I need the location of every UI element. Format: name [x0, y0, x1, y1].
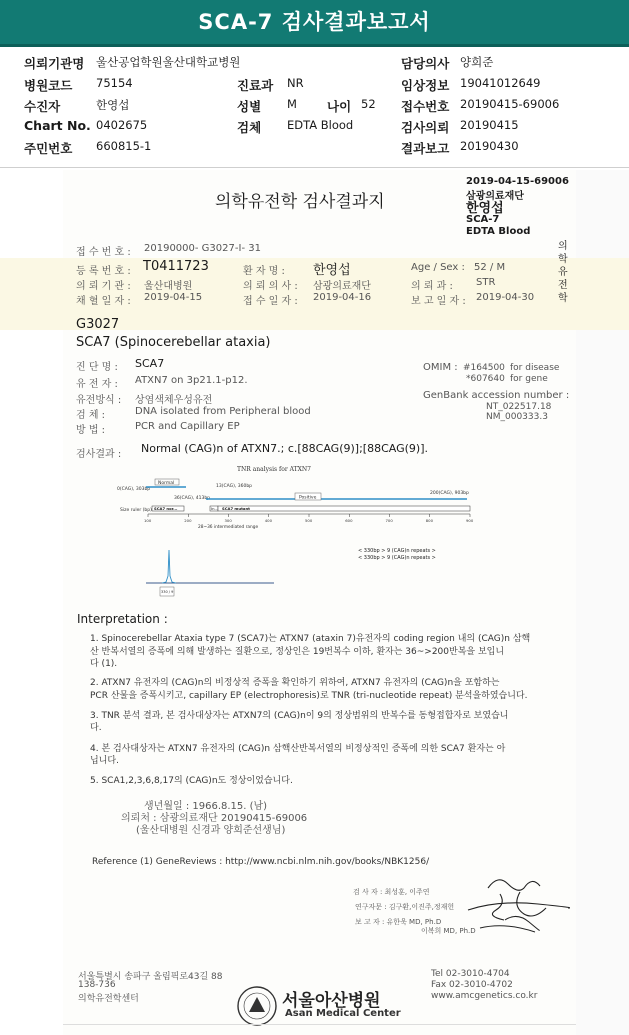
spec-value: DNA isolated from Peripheral blood [135, 406, 311, 417]
doc-number: 2019-04-15-69006 [466, 176, 569, 187]
hospital-code-label: 병원코드 [24, 78, 73, 93]
header-row-5 [0, 139, 629, 159]
doc-collect-label: 채 혈 일 자 : [76, 296, 131, 307]
sig-tester: 검 사 자 : 최성훈, 이주연 [353, 888, 430, 896]
header-row-1 [0, 54, 629, 74]
chart-value: 0402675 [96, 118, 148, 132]
age-value: 52 [361, 97, 376, 111]
interpretation-line: 다 (1). [90, 659, 118, 669]
doc-req-doc-label: 의 뢰 의 사 : [243, 281, 298, 292]
doc-dept-label: 의 뢰 과 : [411, 281, 453, 292]
ruler-tick-label: 400 [264, 518, 272, 523]
figure-range-note: 28~36 intermediated range [198, 525, 259, 530]
ruler-tick-label: 700 [385, 518, 393, 523]
tnr-figure [112, 462, 480, 604]
figure-bar-2-label: SCA7 mutant [222, 506, 250, 511]
interpretation-line: 5. SCA1,2,3,6,8,17의 (CAG)n도 정상이었습니다. [90, 776, 293, 786]
department-value: NR [287, 76, 304, 90]
clinical-label: 임상정보 [401, 78, 450, 93]
gender-label: 성별 [237, 99, 262, 114]
department-label: 진료과 [237, 78, 274, 93]
doc-reg-value: T0411723 [143, 259, 209, 274]
genbank-label: GenBank accession number : [423, 390, 570, 401]
gene-value: ATXN7 on 3p21.1-p12. [135, 375, 248, 386]
doctor-label: 담당의사 [401, 56, 450, 71]
requester-line: 의뢰처 : 삼광의료재단 20190415-69006 [121, 813, 308, 824]
institution-value: 울산공업학원울산대학교병원 [96, 55, 241, 69]
reference-line: Reference (1) GeneReviews : http://www.ncbi.nlm.nih.gov/books/NBK1256/ [92, 857, 430, 867]
sig-reporter-1: 보 고 자 : 유한욱 MD, Ph.D [355, 918, 442, 926]
figure-mid-label-1: 13(CAG), 360bp [216, 484, 253, 489]
doc-req-inst-value: 울산대병원 [144, 281, 193, 292]
interpretation-line: 1. Spinocerebellar Ataxia type 7 (SCA7)는 ATXN7 (ataxin 7)유전자의 coding region 내의 (CAG)n 삼핵 [90, 634, 531, 644]
figure-repeat-1: < 330bp > 9 (CAG)n repeats > [358, 548, 436, 554]
ruler-tick-label: 500 [305, 518, 313, 523]
sig-reporter-2: 이복희 MD, Ph.D [421, 927, 476, 935]
figure-left-label: 0(CAG), 303bp [117, 487, 151, 492]
inherit-value: 상염색체우성유전 [135, 395, 213, 406]
doc-reg-label: 등 록 번 호 : [76, 266, 131, 277]
method-label: 방 법 : [76, 425, 106, 436]
footer-address-1: 서울특별시 송파구 올림픽로43길 88 [78, 972, 223, 982]
institution-label: 의뢰기관명 [24, 56, 85, 71]
interpretation-line: 3. TNR 분석 결과, 본 검사대상자는 ATXN7의 (CAG)n이 9의 정상범위의 반복수를 동형접합자로 보였습니 [90, 711, 509, 721]
doc-patient-value: 한영섭 [313, 263, 351, 278]
method-value: PCR and Capillary EP [135, 421, 240, 432]
doc-patient-label: 환 자 명 : [243, 266, 285, 277]
omim-gene-note: for gene [510, 374, 548, 384]
figure-ruler-ticks [144, 514, 474, 523]
report-date-value: 20190430 [460, 139, 519, 153]
doc-specimen: EDTA Blood [466, 226, 531, 237]
figure-mid-label-2: 36(CAG), 413bp [174, 496, 211, 501]
spec-label: 검 체 : [76, 410, 106, 421]
interpretation-line: 다. [90, 723, 102, 733]
figure-positive-label: Positive [299, 495, 317, 501]
recipient-value: 한영섭 [96, 98, 130, 112]
specimen-label: 검체 [237, 120, 262, 135]
doc-code: G3027 [76, 317, 120, 332]
sig-researchers: 연구자문 : 김구환,이진주,정재헌 [355, 903, 455, 911]
figure-peak [162, 550, 176, 583]
ruler-tick-label: 600 [345, 518, 353, 523]
doc-req-doc-value: 삼광의료재단 [313, 281, 371, 292]
figure-bar-2 [218, 506, 470, 511]
header-row-2 [0, 76, 629, 96]
diag-label: 진 단 명 : [76, 362, 118, 373]
result-value: Normal (CAG)n of ATXN7.; c.[88CAG(9)];[88CAG(9)]. [141, 442, 428, 455]
omim-disease-note: for disease [510, 363, 560, 373]
figure-normal-label: Normal [158, 481, 175, 486]
ruler-tick-label: 100 [144, 518, 152, 523]
result-label: 검사결과 : [76, 449, 122, 460]
doc-age-sex-label: Age / Sex : [411, 262, 465, 273]
doc-report-value: 2019-04-30 [476, 292, 535, 303]
recipient-label: 수진자 [24, 99, 61, 114]
genbank-1: NT_022517.18 [486, 402, 552, 412]
report-title: SCA-7 검사결과보고서 [0, 0, 629, 44]
inherit-label: 유전방식 : [76, 395, 122, 406]
header-row-4 [0, 118, 629, 138]
receipt-label: 접수번호 [401, 99, 450, 114]
handwritten-signature [460, 870, 570, 945]
omim-gene: *607640 [466, 374, 505, 384]
interpretation-line: 4. 본 검사대상자는 ATXN7 유전자의 (CAG)n 삼핵산반복서열의 비정상적인 증폭에 의한 SCA7 환자는 아 [90, 744, 506, 754]
interpretation-line: 2. ATXN7 유전자의 (CAG)n의 비정상적 증폭을 확인하기 위하여, ATXN7 유전자의 (CAG)n을 포함하는 [90, 678, 500, 688]
figure-bar-1-label: SCA7 nor... [154, 506, 178, 511]
ruler-tick-label: 300 [224, 518, 232, 523]
doc-receive-value: 2019-04-16 [313, 292, 372, 303]
figure-right-label: 200(CAG), 903bp [430, 491, 469, 496]
doc-receive-label: 접 수 일 자 : [243, 296, 298, 307]
resident-label: 주민번호 [24, 141, 73, 156]
doc-collect-value: 2019-04-15 [144, 292, 203, 303]
age-label: 나이 [327, 99, 352, 114]
header-divider [0, 160, 629, 168]
doc-title: 의학유전학 검사결과지 [215, 192, 385, 212]
hospital-logo [236, 985, 278, 1027]
gender-value: M [287, 97, 297, 111]
request-date-label: 검사의뢰 [401, 120, 450, 135]
figure-bar-mid-label: In... [211, 506, 219, 511]
header-row-3 [0, 97, 629, 117]
request-date-value: 20190415 [460, 118, 519, 132]
report-date-label: 결과보고 [401, 141, 450, 156]
figure-size-ruler-label: Size ruler (bp) [120, 508, 152, 513]
birth-line: 생년월일 : 1966.8.15. (남) [144, 801, 268, 812]
requester-line-2: (울산대병원 신경과 양희준선생님) [136, 825, 286, 836]
title-underline [0, 44, 629, 47]
omim-label: OMIM : [423, 362, 458, 373]
doc-receipt-value: 20190000- G3027-I- 31 [144, 243, 261, 254]
doc-age-sex-value: 52 / M [474, 262, 506, 273]
doctor-value: 양희준 [460, 55, 494, 69]
footer-fax: Fax 02-3010-4702 [431, 980, 513, 990]
omim-disease: #164500 [463, 363, 505, 373]
footer-address-2: 138-736 [78, 980, 116, 990]
footer-address-3: 의학유전학센터 [78, 994, 139, 1004]
footer-divider [63, 1024, 576, 1025]
doc-receipt-label: 접 수 번 호 : [76, 247, 131, 258]
footer-web: www.amcgenetics.co.kr [431, 991, 538, 1001]
diag-value: SCA7 [135, 357, 165, 370]
doc-req-inst-label: 의 뢰 기 관 : [76, 281, 131, 292]
specimen-value: EDTA Blood [287, 118, 354, 132]
doc-institution: 삼광의료재단 [466, 191, 524, 202]
side-label: 의학유전학 [558, 241, 568, 304]
ruler-tick-label: 900 [466, 518, 474, 523]
ruler-tick-label: 200 [184, 518, 192, 523]
figure-title: TNR analysis for ATXN7 [237, 466, 311, 473]
ruler-tick-label: 800 [425, 518, 433, 523]
gene-label: 유 전 자 : [76, 379, 118, 390]
figure-peak-label: 330 / 9 [161, 590, 174, 594]
clinical-value: 19041012649 [460, 76, 541, 90]
footer-hospital: 서울아산병원 [282, 991, 381, 1011]
figure-repeat-2: < 330bp > 9 (CAG)n repeats > [358, 555, 436, 561]
interpretation-line: PCR 산물을 증폭시키고, capillary EP (electrophoresis)로 TNR (tri-nucleotide repeat) 분석을하였습니다. [90, 691, 528, 701]
doc-patient: 한영섭 [466, 201, 504, 216]
genbank-2: NM_000333.3 [486, 412, 548, 422]
interpretation-heading: Interpretation : [77, 612, 168, 626]
doc-disease: SCA7 (Spinocerebellar ataxia) [76, 335, 271, 350]
receipt-value: 20190415-69006 [460, 97, 560, 111]
doc-test: SCA-7 [466, 214, 500, 225]
footer-hospital-en: Asan Medical Center [285, 1008, 401, 1019]
hospital-code-value: 75154 [96, 76, 133, 90]
chart-label: Chart No. [24, 118, 91, 133]
resident-value: 660815-1 [96, 139, 152, 153]
doc-dept-value: STR [476, 277, 496, 288]
interpretation-line: 산 반복서열의 증폭에 의해 발생하는 질환으로, 정상인은 19번복수 이하, 환자는 36~>200반복을 보입니 [90, 647, 505, 657]
doc-report-label: 보 고 일 자 : [411, 296, 466, 307]
interpretation-line: 닙니다. [90, 756, 119, 766]
footer-tel: Tel 02-3010-4704 [431, 969, 510, 979]
report-header [0, 50, 629, 160]
